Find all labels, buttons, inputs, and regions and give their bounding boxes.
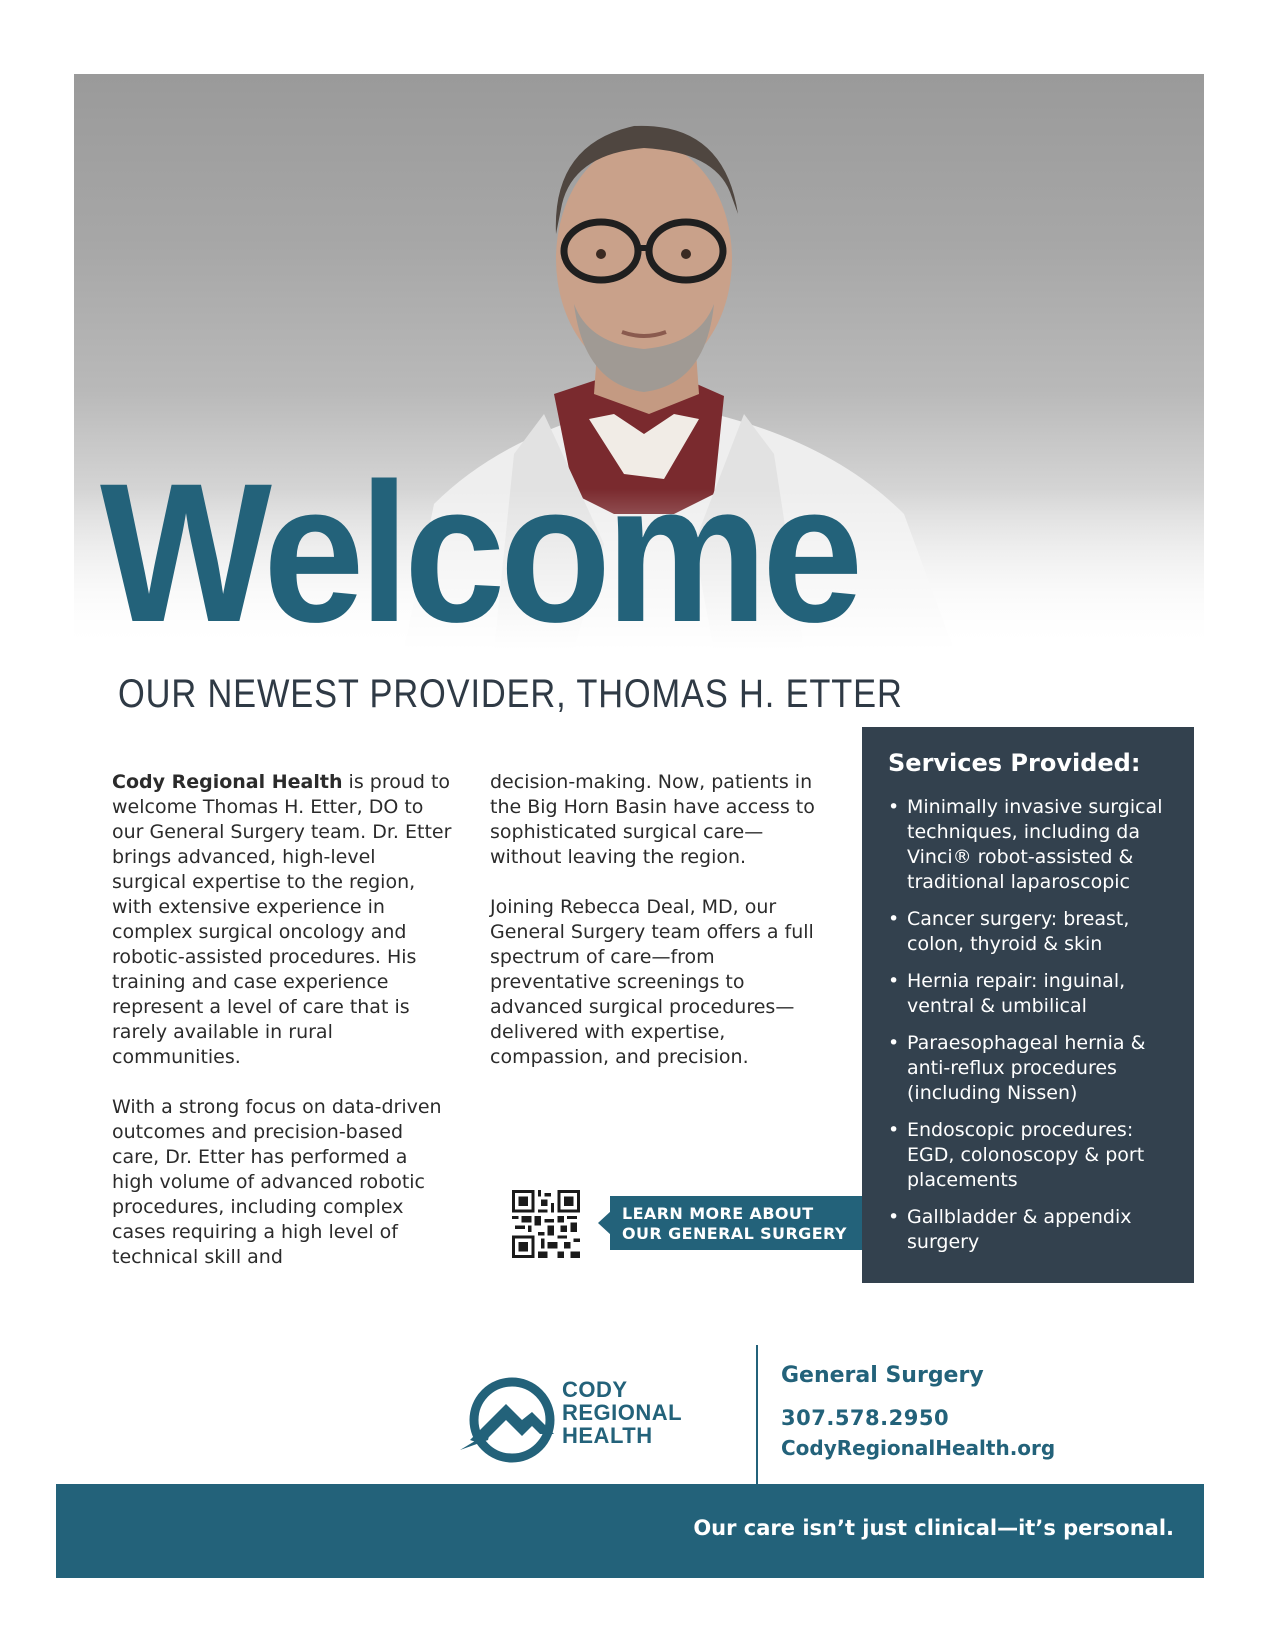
service-item: • Cancer surgery: breast, colon, thyroid & skin [888,907,1172,957]
logo-line-1: CODY [562,1377,628,1402]
intro-paragraph-2: With a strong focus on data-driven outcomes and precision-based care, Dr. Etter has performed a high volume of advanced robotic procedures, including complex cases requiring a high level of technical skill and [112,1096,442,1268]
department-name: General Surgery [781,1363,984,1388]
cta-line-1: LEARN MORE ABOUT [622,1204,814,1223]
welcome-headline: Welcome [100,442,858,650]
service-item: • Minimally invasive surgical techniques, including da Vinci® robot-assisted & traditional laparoscopic [888,795,1172,895]
logo-line-3: HEALTH [562,1423,653,1448]
service-item: • Endoscopic procedures: EGD, colonoscopy & port placements [888,1118,1172,1193]
learn-more-button[interactable] [610,1196,862,1250]
qr-code-icon[interactable] [512,1190,580,1258]
intro-paragraph-1-text: is proud to welcome Thomas H. Etter, DO to our General Surgery team. Dr. Etter brings advanced, high-level surgical expertise to the region, with extensive experience in complex surgical oncology and robotic-assisted procedures. His training and case experience represent a level of care that is rarely available in rural communities. [112,771,452,1068]
organization-logo [460,1370,710,1470]
website-link[interactable]: CodyRegionalHealth.org [781,1436,1056,1460]
intro-column-left [112,770,452,1295]
service-item: • Gallbladder & appendix surgery [888,1205,1172,1255]
intro-column-right [490,770,830,1095]
organization-name: Cody Regional Health [112,771,343,793]
hero-banner [74,74,1204,650]
services-panel [862,727,1194,1283]
footer-tagline: Our care isn’t just clinical—it’s personal. [693,1516,1174,1540]
logo-line-2: REGIONAL [562,1400,683,1425]
footer-divider [756,1345,758,1485]
provider-subtitle: OUR NEWEST PROVIDER, THOMAS H. ETTER [118,672,903,716]
footer-banner [56,1484,1204,1578]
logo-wordmark [562,1378,682,1447]
services-list [888,795,1172,1255]
intro-paragraph-3: decision-making. Now, patients in the Big Horn Basin have access to sophisticated surgical care—without leaving the region. [490,771,815,868]
intro-paragraph-4: Joining Rebecca Deal, MD, our General Surgery team offers a full spectrum of care—from preventative screenings to advanced surgical procedures—delivered with expertise, compassion, and precision. [490,896,814,1068]
intro-paragraph-1 [112,770,452,1070]
contact-block [781,1363,1055,1460]
cta-line-2: OUR GENERAL SURGERY [622,1224,847,1243]
service-item: • Hernia repair: inguinal, ventral & umbilical [888,969,1172,1019]
service-item: • Paraesophageal hernia & anti-reflux procedures (including Nissen) [888,1031,1172,1106]
services-title: Services Provided: [888,749,1141,777]
mountain-logo-icon [460,1370,560,1470]
phone-number[interactable]: 307.578.2950 [781,1406,950,1430]
